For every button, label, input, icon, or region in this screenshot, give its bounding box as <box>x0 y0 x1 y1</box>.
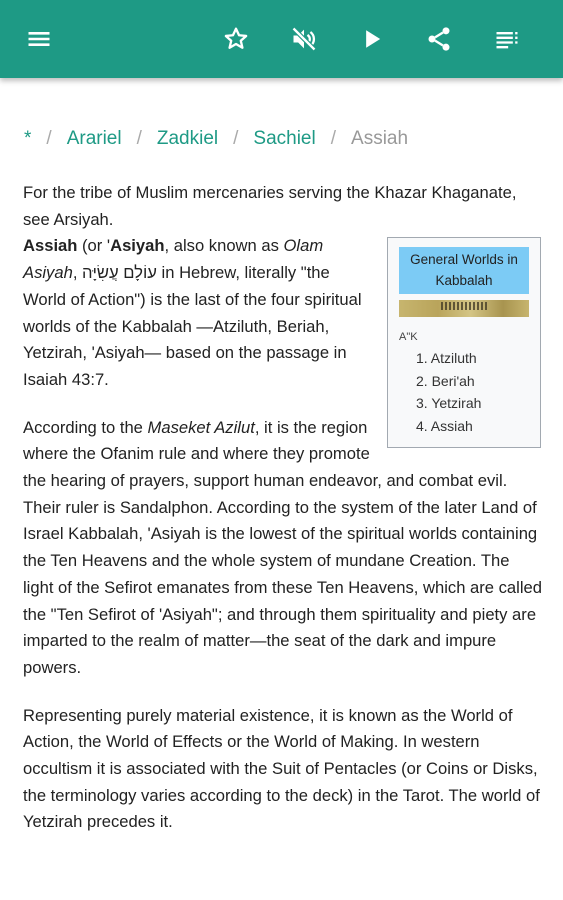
infobox-list <box>399 347 529 437</box>
volume-off-icon[interactable] <box>287 22 321 56</box>
article-body <box>23 180 543 836</box>
intro-text-1: (or ' <box>77 236 111 256</box>
hebrew-term: , עוֹלָם עֲשִׂיָּה <box>72 263 157 283</box>
intro-text-3: in Hebrew, literally "the World of Action") is the last of the four spiritual worlds of the Kabbalah —Atziluth, Beriah, Yetzirah, 'Asiyah— based on the passage in Isaiah 43:7. <box>23 263 362 389</box>
infobox-title: General Worlds in Kabbalah <box>399 247 529 294</box>
olam-asiyah-term: Olam Asiyah <box>23 236 324 283</box>
breadcrumb-link-arariel[interactable]: Arariel <box>66 128 122 149</box>
breadcrumb-separator: / <box>136 128 142 149</box>
breadcrumb-link-zadkiel[interactable]: Zadkiel <box>156 128 219 149</box>
intro-text-2: , also known as <box>164 236 284 256</box>
breadcrumb-current: Assiah <box>351 128 409 149</box>
body-paragraph-3: Representing purely material existence, it is known as the World of Action, the World of Effects or the World of Making. In western occultism it is associated with the Suit of Pentacles (or Coins or Disks, the terminology varies according to the deck) in the Tarot. The world of Yetzirah precedes it. <box>23 705 540 832</box>
breadcrumb-separator: / <box>233 128 239 149</box>
star-icon[interactable] <box>219 22 253 56</box>
infobox-item-atziluth[interactable]: 1. Atziluth <box>416 350 477 367</box>
app-toolbar <box>0 0 563 78</box>
infobox <box>387 237 541 448</box>
article-term: Assiah <box>23 236 78 256</box>
share-icon[interactable] <box>422 22 456 56</box>
infobox-label: A"K <box>399 331 418 344</box>
breadcrumb-separator: / <box>330 128 337 149</box>
infobox-item-yetzirah[interactable]: 3. Yetzirah <box>416 395 482 412</box>
hatnote: For the tribe of Muslim mercenaries serving the Khazar Khaganate, see Arsiyah. <box>23 183 517 229</box>
breadcrumb-separator: / <box>46 128 52 149</box>
infobox-item-beriah[interactable]: 2. Beri'ah <box>416 372 475 389</box>
breadcrumb <box>24 128 408 150</box>
article-term-alt: Asiyah <box>110 236 165 256</box>
p2-text-1: According to the <box>23 417 148 437</box>
infobox-item-assiah[interactable]: 4. Assiah <box>416 417 473 434</box>
breadcrumb-link-sachiel[interactable]: Sachiel <box>253 128 316 149</box>
breadcrumb-home-link[interactable]: * <box>24 128 32 149</box>
toc-list-icon[interactable] <box>490 22 524 56</box>
menu-icon[interactable] <box>22 22 56 56</box>
body-paragraph-2 <box>23 415 543 682</box>
maseket-azilut-term: Maseket Azilut <box>147 417 255 437</box>
p2-text-2: , it is the region where the Ofanim rule and where they promote the hearing of prayers, support human endeavor, and combat evil. Their ruler is Sandalphon. According to the system of the later Land of Israel Kabbalah, 'Asiyah is the lowest of the spiritual worlds containing the Ten Heavens and the whole system of mundane Creation. The light of the Sefirot emanates from these Ten Heavens, which are called the "Ten Sefirot of 'Asiyah"; and through them spirituality and piety are imparted to the realm of matter—the seat of the dark and impure powers. <box>23 417 542 677</box>
play-icon[interactable] <box>355 22 389 56</box>
infobox-image <box>399 300 529 317</box>
